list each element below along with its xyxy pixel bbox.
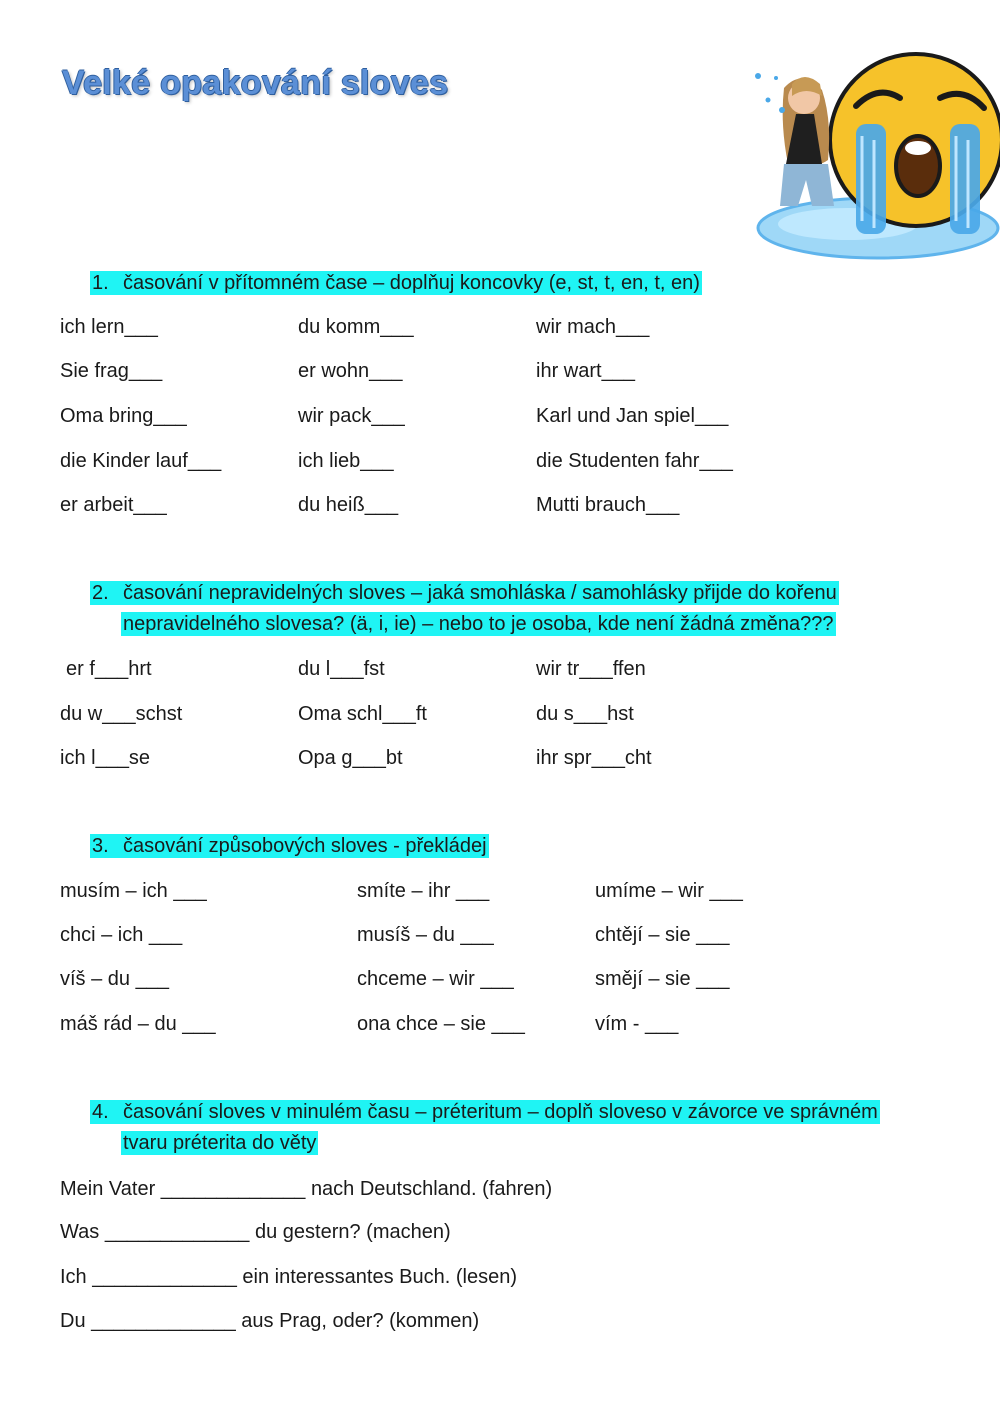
exercise-item: er wohn___ bbox=[298, 360, 403, 382]
exercise-item: musím – ich ___ bbox=[60, 880, 207, 902]
exercise-item: ich l___se bbox=[60, 747, 151, 769]
exercise-item: du komm___ bbox=[298, 316, 414, 338]
exercise-item: máš rád – du ___ bbox=[60, 1013, 216, 1035]
exercise-item: Karl und Jan spiel___ bbox=[536, 405, 729, 427]
section-1-heading: 1. časování v přítomném čase – doplňuj koncovky (e, st, t, en, t, en) bbox=[92, 272, 700, 294]
exercise-item: Oma schl___ft bbox=[298, 703, 427, 725]
exercise-sentence: Du _____________ aus Prag, oder? (kommen) bbox=[60, 1310, 480, 1332]
exercise-item: Opa g___bt bbox=[298, 747, 403, 769]
exercise-item: Mutti brauch___ bbox=[536, 494, 680, 516]
exercise-item: musíš – du ___ bbox=[357, 924, 494, 946]
exercise-item: smějí – sie ___ bbox=[595, 968, 730, 990]
exercise-item: umíme – wir ___ bbox=[595, 880, 743, 902]
exercise-item: ich lern___ bbox=[60, 316, 158, 338]
exercise-item: die Studenten fahr___ bbox=[536, 450, 733, 472]
exercise-item: du s___hst bbox=[536, 703, 634, 725]
section-2-heading: 2. časování nepravidelných sloves – jaká smohláska / samohlásky přijde do kořenu nepravidelného slovesa? (ä, i, ie) – nebo to je osoba, kde není žádná změna??? bbox=[92, 582, 837, 635]
exercise-item: du w___schst bbox=[60, 703, 183, 725]
crying-emoji-illustration bbox=[728, 48, 1000, 263]
exercise-item: vím - ___ bbox=[595, 1013, 679, 1035]
exercise-item: wir tr___ffen bbox=[536, 658, 646, 680]
exercise-item: smíte – ihr ___ bbox=[357, 880, 490, 902]
exercise-sentence: Ich _____________ ein interessantes Buch. (lesen) bbox=[60, 1266, 517, 1288]
exercise-sentence: Was _____________ du gestern? (machen) bbox=[60, 1221, 451, 1243]
exercise-item: ich lieb___ bbox=[298, 450, 394, 472]
exercise-item: víš – du ___ bbox=[60, 968, 169, 990]
exercise-sentence: Mein Vater _____________ nach Deutschland. (fahren) bbox=[60, 1178, 553, 1200]
exercise-item: die Kinder lauf___ bbox=[60, 450, 222, 472]
exercise-item: er arbeit___ bbox=[60, 494, 167, 516]
exercise-item: wir pack___ bbox=[298, 405, 405, 427]
exercise-item: ona chce – sie ___ bbox=[357, 1013, 525, 1035]
section-4-heading: 4. časování sloves v minulém času – préteritum – doplň sloveso v závorce ve správném tvaru préterita do věty bbox=[92, 1101, 878, 1154]
exercise-item: wir mach___ bbox=[536, 316, 650, 338]
exercise-item: er f___hrt bbox=[66, 658, 152, 680]
exercise-item: du heiß___ bbox=[298, 494, 399, 516]
page-title: Velké opakování sloves bbox=[62, 64, 449, 102]
exercise-item: Oma bring___ bbox=[60, 405, 187, 427]
exercise-item: chtějí – sie ___ bbox=[595, 924, 730, 946]
section-3-heading: 3. časování způsobových sloves - překládej bbox=[92, 835, 487, 857]
exercise-item: Sie frag___ bbox=[60, 360, 163, 382]
exercise-item: chci – ich ___ bbox=[60, 924, 183, 946]
exercise-item: ihr wart___ bbox=[536, 360, 635, 382]
exercise-item: du l___fst bbox=[298, 658, 385, 680]
exercise-item: ihr spr___cht bbox=[536, 747, 652, 769]
exercise-item: chceme – wir ___ bbox=[357, 968, 514, 990]
